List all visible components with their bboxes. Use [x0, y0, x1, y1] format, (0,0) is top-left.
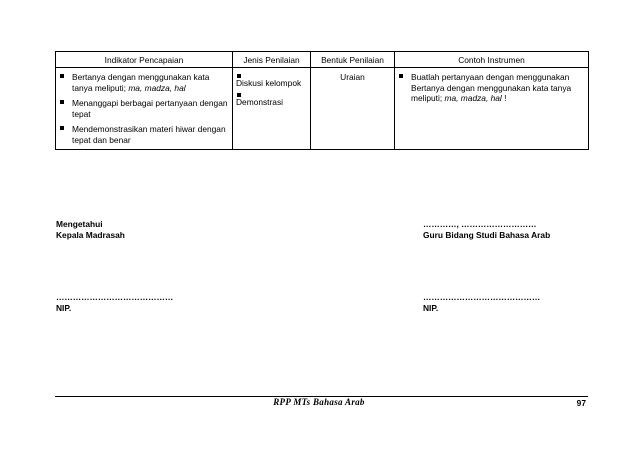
page-number: 97 — [576, 398, 586, 408]
signature-left-line2: Kepala Madrasah — [56, 230, 125, 240]
signature-right — [423, 219, 550, 241]
header-jenis: Jenis Penilaian — [233, 52, 311, 68]
signature-left — [56, 219, 125, 241]
header-indikator: Indikator Pencapaian — [56, 52, 233, 68]
cell-bentuk — [311, 68, 395, 150]
signature-left-bottom — [56, 292, 173, 314]
indikator-item-1: Bertanya dengan menggunakan kata tanya meliputi; — [72, 72, 210, 93]
jenis-item-2: Demonstrasi — [236, 96, 284, 107]
signature-right-line2: Guru Bidang Studi Bahasa Arab — [423, 230, 551, 240]
signature-right-dots: …………………………………… — [423, 292, 541, 302]
cell-contoh — [395, 68, 589, 150]
assessment-table — [55, 51, 589, 150]
bullet-icon — [60, 100, 64, 104]
contoh-italic: ma, madza, hal — [444, 93, 502, 103]
cell-jenis — [233, 68, 311, 150]
list-item — [59, 98, 229, 119]
header-bentuk: Bentuk Penilaian — [311, 52, 395, 68]
table-row — [56, 68, 589, 150]
signature-right-bottom — [423, 292, 540, 314]
signature-left-line1: Mengetahui — [56, 219, 103, 229]
bentuk-value: Uraian — [340, 72, 365, 82]
list-item — [398, 72, 585, 104]
table-header-row — [56, 52, 589, 68]
indikator-item-3: Mendemonstrasikan materi hiwar dengan tepat dan benar — [72, 124, 226, 145]
contoh-suffix: ! — [501, 93, 507, 103]
header-contoh: Contoh Instrumen — [395, 52, 589, 68]
bullet-icon — [399, 74, 403, 78]
contoh-text: Buatlah pertanyaan dengan menggunakan Bertanya dengan menggunakan kata tanya meliputi; — [411, 72, 572, 103]
bullet-icon — [60, 74, 64, 78]
signature-right-date: …………, ……………………… — [423, 219, 537, 229]
indikator-item-1-italic: ma, madza, hal — [128, 82, 186, 93]
indikator-item-2: Menanggapi berbagai pertanyaan dengan tepat — [72, 98, 228, 119]
signature-left-nip: NIP. — [56, 303, 72, 313]
bullet-icon — [60, 126, 64, 130]
list-item — [59, 72, 229, 93]
list-item — [59, 124, 229, 145]
jenis-item-1: Diskusi kelompok — [236, 78, 302, 88]
signature-left-dots: …………………………………… — [56, 292, 174, 302]
signature-right-nip: NIP. — [423, 303, 439, 313]
cell-indikator — [56, 68, 233, 150]
footer-title: RPP MTs Bahasa Arab — [273, 397, 365, 407]
